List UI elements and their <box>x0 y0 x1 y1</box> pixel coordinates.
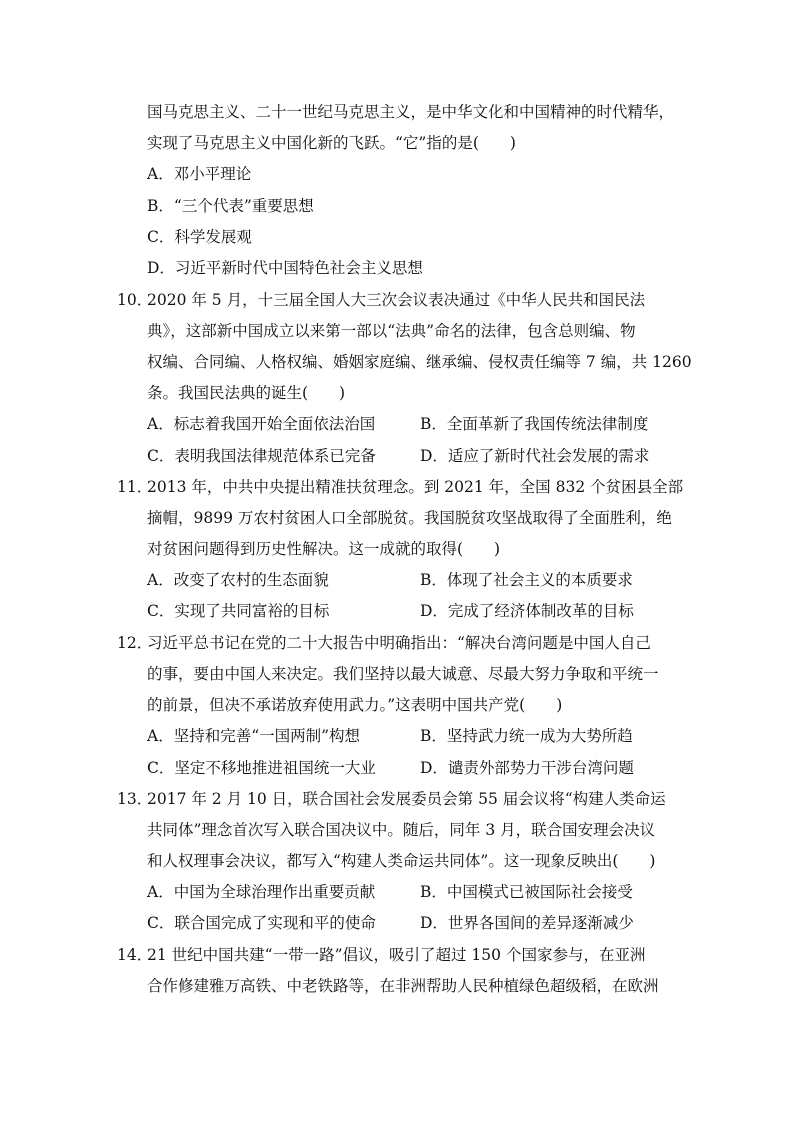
q9-stem-line-2: 实现了马克思主义中国化新的飞跃。“它”指的是( ) <box>147 134 516 152</box>
q10-option-c: C．表明我国法律规范体系已完备 <box>147 447 376 465</box>
q11-number: 11． <box>117 478 153 496</box>
q9-option-d: D．习近平新时代中国特色社会主义思想 <box>147 259 423 277</box>
q13-option-a: A．中国为全球治理作出重要贡献 <box>147 883 376 901</box>
q10-option-d: D．适应了新时代社会发展的需求 <box>420 447 650 465</box>
q12-stem-line-1: 习近平总书记在党的二十大报告中明确指出：“解决台湾问题是中国人自己 <box>147 634 651 652</box>
q12-number: 12． <box>117 634 153 652</box>
q13-stem-line-1: 2017 年 2 月 10 日，联合国社会发展委员会第 55 届会议将“构建人类命运 <box>147 790 666 808</box>
q10-stem-line-3: 权编、合同编、人格权编、婚姻家庭编、继承编、侵权责任编等 7 编，共 1260 <box>147 353 692 371</box>
q11-option-d: D．完成了经济体制改革的目标 <box>420 602 634 620</box>
q13-number: 13． <box>117 790 153 808</box>
q13-option-d: D．世界各国间的差异逐渐减少 <box>420 914 634 932</box>
q9-option-a: A．邓小平理论 <box>147 165 252 183</box>
q12-stem-line-3: 的前景，但决不承诺放弃使用武力。”这表明中国共产党( ) <box>147 696 563 714</box>
q11-option-c: C．实现了共同富裕的目标 <box>147 602 330 620</box>
q12-stem-line-2: 的事，要由中国人来决定。我们坚持以最大诚意、尽最大努力争取和平统一 <box>147 665 659 683</box>
q14-stem-line-1: 21 世纪中国共建“一带一路”倡议，吸引了超过 150 个国家参与，在亚洲 <box>147 946 646 964</box>
q10-option-b: B．全面革新了我国传统法律制度 <box>420 415 649 433</box>
q10-stem-line-1: 2020 年 5 月，十三届全国人大三次会议表决通过《中华人民共和国民法 <box>147 291 646 309</box>
q11-option-a: A．改变了农村的生态面貌 <box>147 571 329 589</box>
q10-stem-line-2: 典》，这部新中国成立以来第一部以“法典”命名的法律，包含总则编、物 <box>147 322 636 340</box>
q11-stem-line-1: 2013 年，中共中央提出精准扶贫理念。到 2021 年，全国 832 个贫困县全部 <box>147 478 684 496</box>
q9-option-c: C．科学发展观 <box>147 228 252 246</box>
q12-option-c: C．坚定不移地推进祖国统一大业 <box>147 759 376 777</box>
q14-number: 14． <box>117 946 153 964</box>
q13-option-c: C．联合国完成了实现和平的使命 <box>147 914 376 932</box>
q13-option-b: B．中国模式已被国际社会接受 <box>420 883 633 901</box>
q13-stem-line-2: 共同体”理念首次写入联合国决议中。随后，同年 3 月，联合国安理会决议 <box>147 821 656 839</box>
q12-option-b: B．坚持武力统一成为大势所趋 <box>420 727 633 745</box>
q11-stem-line-3: 对贫困问题得到历史性解决。这一成就的取得( ) <box>147 540 501 558</box>
q12-option-a: A．坚持和完善“一国两制”构想 <box>147 727 361 745</box>
q9-option-b: B．“三个代表”重要思想 <box>147 197 314 215</box>
q9-stem-line-1: 国马克思主义、二十一世纪马克思主义，是中华文化和中国精神的时代精华， <box>147 103 675 121</box>
q10-number: 10． <box>117 291 153 309</box>
q11-stem-line-2: 摘帽，9899 万农村贫困人口全部脱贫。我国脱贫攻坚战取得了全面胜利，绝 <box>147 509 672 527</box>
q10-stem-line-4: 条。我国民法典的诞生( ) <box>147 384 346 402</box>
q13-stem-line-3: 和人权理事会决议，都写入“构建人类命运共同体”。这一现象反映出( ) <box>147 852 656 870</box>
q12-option-d: D．谴责外部势力干涉台湾问题 <box>420 759 634 777</box>
q10-option-a: A．标志着我国开始全面依法治国 <box>147 415 376 433</box>
q11-option-b: B．体现了社会主义的本质要求 <box>420 571 633 589</box>
q14-stem-line-2: 合作修建雅万高铁、中老铁路等，在非洲帮助人民种植绿色超级稻，在欧洲 <box>147 977 659 995</box>
